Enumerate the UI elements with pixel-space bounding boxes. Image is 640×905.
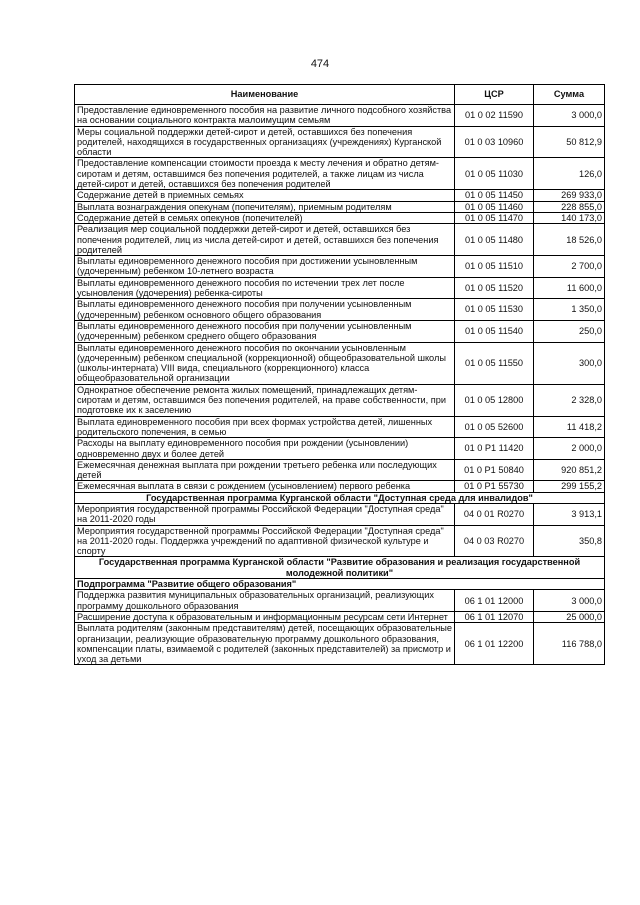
row-csr: 01 0 05 11510 <box>455 256 534 278</box>
row-name: Мероприятия государственной программы Российской Федерации "Доступная среда" на 2011-2020 годы. Поддержка учреждений по адаптивной физической культуре и спорту <box>75 525 455 557</box>
header-csr: ЦСР <box>455 85 534 105</box>
row-name: Выплаты единовременного денежного пособия при достижении усыновленным (удочеренным) ребенком 10-летнего возраста <box>75 256 455 278</box>
budget-table <box>74 84 605 665</box>
table-row <box>75 277 605 299</box>
row-sum: 18 526,0 <box>534 224 605 256</box>
table-row <box>75 224 605 256</box>
row-sum: 299 155,2 <box>534 481 605 492</box>
row-sum: 140 173,0 <box>534 212 605 223</box>
section-heading: Государственная программа Курганской области "Развитие образования и реализация государственной молодежной политики" <box>75 557 605 579</box>
table-row <box>75 416 605 438</box>
row-name: Ежемесячная денежная выплата при рождении третьего ребенка или последующих детей <box>75 459 455 481</box>
table-row <box>75 320 605 342</box>
row-sum: 3 913,1 <box>534 503 605 525</box>
row-csr: 01 0 05 11030 <box>455 158 534 190</box>
table-row <box>75 481 605 492</box>
row-name: Мероприятия государственной программы Российской Федерации "Доступная среда" на 2011-2020 годы <box>75 503 455 525</box>
row-name: Меры социальной поддержки детей-сирот и детей, оставшихся без попечения родителей, находящихся в государственных организациях (учреждениях) Курганской области <box>75 126 455 158</box>
table-row <box>75 384 605 416</box>
table-row <box>75 212 605 223</box>
row-sum: 11 418,2 <box>534 416 605 438</box>
row-name: Выплаты единовременного денежного пособия при получении усыновленным (удочеренным) ребенком основного общего образования <box>75 299 455 321</box>
header-name: Наименование <box>75 85 455 105</box>
table-row <box>75 503 605 525</box>
table-row <box>75 299 605 321</box>
row-name: Реализация мер социальной поддержки детей-сирот и детей, оставшихся без попечения родителей, лиц из числа детей-сирот и детей, оставшихся без попечения родителей <box>75 224 455 256</box>
row-name: Выплата единовременного пособия при всех формах устройства детей, лишенных родительского попечения, в семью <box>75 416 455 438</box>
row-name: Ежемесячная выплата в связи с рождением (усыновлением) первого ребенка <box>75 481 455 492</box>
row-sum: 25 000,0 <box>534 611 605 622</box>
table-row <box>75 438 605 460</box>
row-sum: 116 788,0 <box>534 623 605 665</box>
table-row <box>75 256 605 278</box>
row-name: Расходы на выплату единовременного пособия при рождении (усыновлении) одновременно двух и более детей <box>75 438 455 460</box>
row-sum: 250,0 <box>534 320 605 342</box>
table-row <box>75 342 605 384</box>
row-csr: 01 0 05 11460 <box>455 201 534 212</box>
row-csr: 01 0 P1 55730 <box>455 481 534 492</box>
row-sum: 1 350,0 <box>534 299 605 321</box>
section-heading-row <box>75 557 605 579</box>
row-csr: 06 1 01 12070 <box>455 611 534 622</box>
table-row <box>75 525 605 557</box>
table-row <box>75 105 605 127</box>
table-row <box>75 201 605 212</box>
table-row <box>75 158 605 190</box>
row-csr: 04 0 01 R0270 <box>455 503 534 525</box>
row-name: Однократное обеспечение ремонта жилых помещений, принадлежащих детям-сиротам и детям, оставшимся без попечения родителей, на праве собственности, при подготовке их к заселению <box>75 384 455 416</box>
row-sum: 269 933,0 <box>534 190 605 201</box>
page-number: 474 <box>310 58 330 70</box>
table-row <box>75 623 605 665</box>
row-sum: 3 000,0 <box>534 105 605 127</box>
row-csr: 01 0 05 11540 <box>455 320 534 342</box>
table-row <box>75 590 605 612</box>
row-csr: 01 0 05 11520 <box>455 277 534 299</box>
row-csr: 01 0 03 10960 <box>455 126 534 158</box>
row-csr: 01 0 05 11550 <box>455 342 534 384</box>
row-name: Выплата вознаграждения опекунам (попечителям), приемным родителям <box>75 201 455 212</box>
row-name: Поддержка развития муниципальных образовательных организаций, реализующих программу дошкольного образования <box>75 590 455 612</box>
row-name: Расширение доступа к образовательным и информационным ресурсам сети Интернет <box>75 611 455 622</box>
row-sum: 2 328,0 <box>534 384 605 416</box>
header-sum: Сумма <box>534 85 605 105</box>
row-sum: 350,8 <box>534 525 605 557</box>
row-name: Выплаты единовременного денежного пособия по истечении трех лет после усыновления (удочерения) ребенка-сироты <box>75 277 455 299</box>
row-sum: 2 000,0 <box>534 438 605 460</box>
row-name: Содержание детей в приемных семьях <box>75 190 455 201</box>
row-sum: 2 700,0 <box>534 256 605 278</box>
row-name: Выплаты единовременного денежного пособия по окончании усыновленным (удочеренным) ребенком специальной (коррекционной) общеобразовательной школы (школы-интерната) VIII вида, специального (коррекционного) класса общеобразовательной организации <box>75 342 455 384</box>
subsection-heading: Подпрограмма "Развитие общего образования" <box>75 579 605 590</box>
row-sum: 50 812,9 <box>534 126 605 158</box>
table-row <box>75 611 605 622</box>
row-csr: 01 0 05 11450 <box>455 190 534 201</box>
row-csr: 01 0 P1 50840 <box>455 459 534 481</box>
table-row <box>75 459 605 481</box>
subsection-heading-row <box>75 579 605 590</box>
row-csr: 01 0 P1 11420 <box>455 438 534 460</box>
row-name: Выплата родителям (законным представителям) детей, посещающих образовательные организации, реализующие образовательную программу дошкольного образования, компенсации платы, взимаемой с родителей (законных представителей) за присмотр и уход за детьми <box>75 623 455 665</box>
row-csr: 01 0 05 11530 <box>455 299 534 321</box>
row-csr: 04 0 03 R0270 <box>455 525 534 557</box>
row-sum: 126,0 <box>534 158 605 190</box>
table-row <box>75 126 605 158</box>
row-sum: 11 600,0 <box>534 277 605 299</box>
row-name: Выплаты единовременного денежного пособия при получении усыновленным (удочеренным) ребенком среднего общего образования <box>75 320 455 342</box>
row-sum: 228 855,0 <box>534 201 605 212</box>
table-row <box>75 190 605 201</box>
row-sum: 300,0 <box>534 342 605 384</box>
row-name: Предоставление единовременного пособия на развитие личного подсобного хозяйства на основании социального контракта малоимущим семьям <box>75 105 455 127</box>
row-sum: 3 000,0 <box>534 590 605 612</box>
row-csr: 06 1 01 12000 <box>455 590 534 612</box>
row-csr: 01 0 05 12800 <box>455 384 534 416</box>
row-sum: 920 851,2 <box>534 459 605 481</box>
row-name: Предоставление компенсации стоимости проезда к месту лечения и обратно детям-сиротам и детям, оставшимся без попечения родителей, а также лицам из числа детей-сирот и детей, оставшихся без попечения родителей <box>75 158 455 190</box>
row-csr: 01 0 05 52600 <box>455 416 534 438</box>
row-csr: 06 1 01 12200 <box>455 623 534 665</box>
section-heading-row <box>75 492 605 503</box>
section-heading: Государственная программа Курганской области "Доступная среда для инвалидов" <box>75 492 605 503</box>
table-header-row <box>75 85 605 105</box>
row-name: Содержание детей в семьях опекунов (попечителей) <box>75 212 455 223</box>
table-body <box>75 105 605 665</box>
row-csr: 01 0 05 11470 <box>455 212 534 223</box>
row-csr: 01 0 05 11480 <box>455 224 534 256</box>
row-csr: 01 0 02 11590 <box>455 105 534 127</box>
